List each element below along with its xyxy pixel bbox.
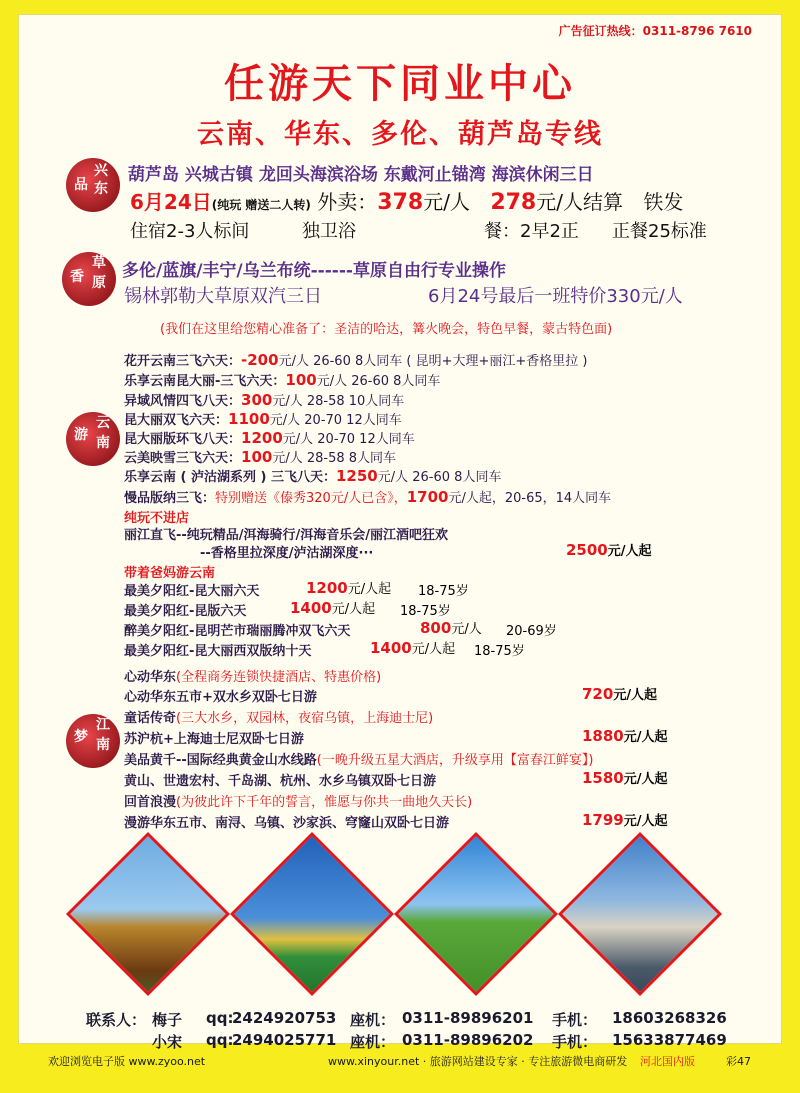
yunnan-row: 昆大丽双飞六天：1100元/人 20-70 12人同车: [124, 410, 402, 428]
section-badge-huludao: 兴 品 东: [66, 158, 120, 212]
footer-center: www.xinyour.net · 旅游网站建设专家 · 专注旅游微电商研发: [328, 1055, 628, 1068]
parents-row-age: 20-69岁: [506, 624, 557, 639]
photo-grassland: [394, 832, 558, 996]
tonghua-title: 童话传奇(三大水乡，双园林，夜宿乌镇，上海迪士尼): [124, 711, 434, 726]
parents-row-price: 1200元/人起: [306, 579, 392, 597]
parents-row: 最美夕阳红-昆版六天: [124, 604, 247, 619]
huludao-date-note: (纯玩 赠送二人转): [211, 198, 311, 212]
huludao-price-line: [130, 186, 683, 215]
huludao-sell-label: 外卖：: [317, 190, 378, 214]
contact-tel-label: 座机：: [350, 1033, 396, 1051]
parents-row: 醉美夕阳红-昆明芒市瑞丽腾冲双飞六天: [124, 624, 351, 639]
huludao-sell-price: 378: [377, 190, 424, 215]
huludao-date: 6月24日: [130, 190, 212, 214]
contact-name: 梅子: [152, 1011, 183, 1029]
huludao-sell-unit: 元/人: [423, 190, 470, 214]
yunnan-row: 乐享云南 ( 泸沽湖系列 ) 三飞八天：1250元/人 26-60 8人同车: [124, 467, 502, 485]
yunnan-row: 乐享云南昆大丽-三飞六天：100元/人 26-60 8人同车: [124, 371, 441, 389]
huishou-title: 回首浪漫(为彼此许下千年的誓言，惟愿与你共一曲地久天长): [124, 795, 473, 810]
photo-temple: [66, 832, 230, 996]
xindong-row: 心动华东五市+双水乡双卧七日游: [124, 690, 317, 705]
photo-strip: [68, 842, 748, 1002]
parents-title: 带着爸妈游云南: [124, 566, 216, 581]
yunnan-row: 云美映雪三飞六天：100元/人 28-58 8人同车: [124, 448, 397, 466]
yunnan-row: 异域风情四飞八天：300元/人 28-58 10人同车: [124, 391, 405, 409]
parents-row-price: 1400元/人起: [370, 639, 456, 657]
huludao-meal: 餐：2早2正: [484, 221, 579, 242]
contact-mobile: 15633877469: [612, 1031, 727, 1049]
huludao-headline: 葫芦岛 兴城古镇 龙回头海滨浴场 东戴河止锚湾 海滨休闲三日: [128, 165, 594, 185]
contact-mobile-label: 手机：: [552, 1033, 598, 1051]
xindong-price: 720元/人起: [582, 685, 658, 703]
parents-row-age: 18-75岁: [474, 644, 525, 659]
contact-label: 联系人：: [86, 1011, 147, 1029]
yunnan-row: 花开云南三飞六天：-200元/人 26-60 8人同车 ( 昆明+大理+丽江+香格里拉 ): [124, 351, 588, 369]
caoyuan-note: (我们在这里给您精心准备了：圣洁的哈达，篝火晚会，特色早餐，蒙古特色面): [160, 322, 613, 337]
caoyuan-special: 6月24号最后一班特价330元/人: [428, 286, 683, 307]
footer-region: 河北国内版: [640, 1055, 695, 1068]
contact-qq: 2494025771: [232, 1031, 337, 1049]
huangshan-title: 美品黄千--国际经典黄金山水线路(一晚升级五星大酒店，升级享用【富春江鲜宴】): [124, 753, 594, 768]
huludao-meal-std: 正餐25标准: [612, 221, 707, 242]
parents-row-price: 800元/人: [420, 619, 482, 637]
xindong-title: 心动华东(全程商务连锁快捷酒店、特惠价格): [124, 670, 382, 685]
tonghua-row: 苏沪杭+上海迪士尼双卧七日游: [124, 732, 304, 747]
huangshan-row: 黄山、世遗宏村、千岛湖、杭州、水乡乌镇双卧七日游: [124, 774, 437, 789]
section-badge-huadong: 江 梦 南: [66, 714, 120, 768]
parents-row: 最美夕阳红-昆大丽西双版纳十天: [124, 644, 312, 659]
caoyuan-headline: 多伦/蓝旗/丰宁/乌兰布统------草原自由行专业操作: [122, 261, 506, 281]
ad-hotline: 广告征订热线：0311-8796 7610: [558, 24, 752, 38]
contact-tel: 0311-89896201: [402, 1009, 534, 1027]
photo-yurt: [230, 832, 394, 996]
lijiang-line1: 丽江直飞--纯玩精品/洱海骑行/洱海音乐会/丽江酒吧狂欢: [124, 528, 449, 543]
mansheng-row: 慢品版纳三飞：特别赠送《傣秀320元/人已含》，1700元/人起，20-65，14人同车: [124, 488, 612, 506]
huludao-transport: 铁发: [643, 190, 684, 214]
parents-row: 最美夕阳红-昆大丽六天: [124, 584, 260, 599]
section-badge-caoyuan: 草 香 原: [62, 252, 116, 306]
page-subtitle: 云南、华东、多伦、葫芦岛专线: [197, 119, 603, 150]
huludao-bath: 独卫浴: [302, 221, 356, 242]
parents-row-age: 18-75岁: [400, 604, 451, 619]
chunwan-label: 纯玩不进店: [124, 511, 190, 526]
photo-gate: [558, 832, 722, 996]
huludao-stay: 住宿2-3人标间: [130, 221, 250, 242]
huludao-settle-unit: 元/人结算: [536, 190, 623, 214]
contact-name: 小宋: [152, 1033, 183, 1051]
footer-page: 彩47: [726, 1055, 751, 1068]
huishou-row: 漫游华东五市、南浔、乌镇、沙家浜、穹窿山双卧七日游: [124, 816, 450, 831]
contact-mobile: 18603268326: [612, 1009, 727, 1027]
footer-left: 欢迎浏览电子版 www.zyoo.net: [48, 1055, 206, 1068]
lijiang-price: 2500元/人起: [566, 541, 652, 559]
huludao-settle-price: 278: [490, 190, 537, 215]
lijiang-line2: --香格里拉深度/泸沽湖深度···: [200, 546, 374, 561]
contact-mobile-label: 手机：: [552, 1011, 598, 1029]
parents-row-price: 1400元/人起: [290, 599, 376, 617]
caoyuan-route: 锡林郭勒大草原双汽三日: [124, 286, 322, 307]
huishou-price: 1799元/人起: [582, 811, 668, 829]
parents-row-age: 18-75岁: [418, 584, 469, 599]
tonghua-price: 1880元/人起: [582, 727, 668, 745]
contact-qq: 2424920753: [232, 1009, 337, 1027]
contact-qq-label: qq:: [206, 1009, 234, 1027]
yunnan-row: 昆大丽版环飞八天：1200元/人 20-70 12人同车: [124, 429, 415, 447]
huangshan-price: 1580元/人起: [582, 769, 668, 787]
section-badge-yunnan: 云 游 南: [66, 412, 120, 466]
page-title: 任游天下同业中心: [224, 60, 576, 107]
contact-tel-label: 座机：: [350, 1011, 396, 1029]
contact-qq-label: qq:: [206, 1031, 234, 1049]
contact-tel: 0311-89896202: [402, 1031, 534, 1049]
